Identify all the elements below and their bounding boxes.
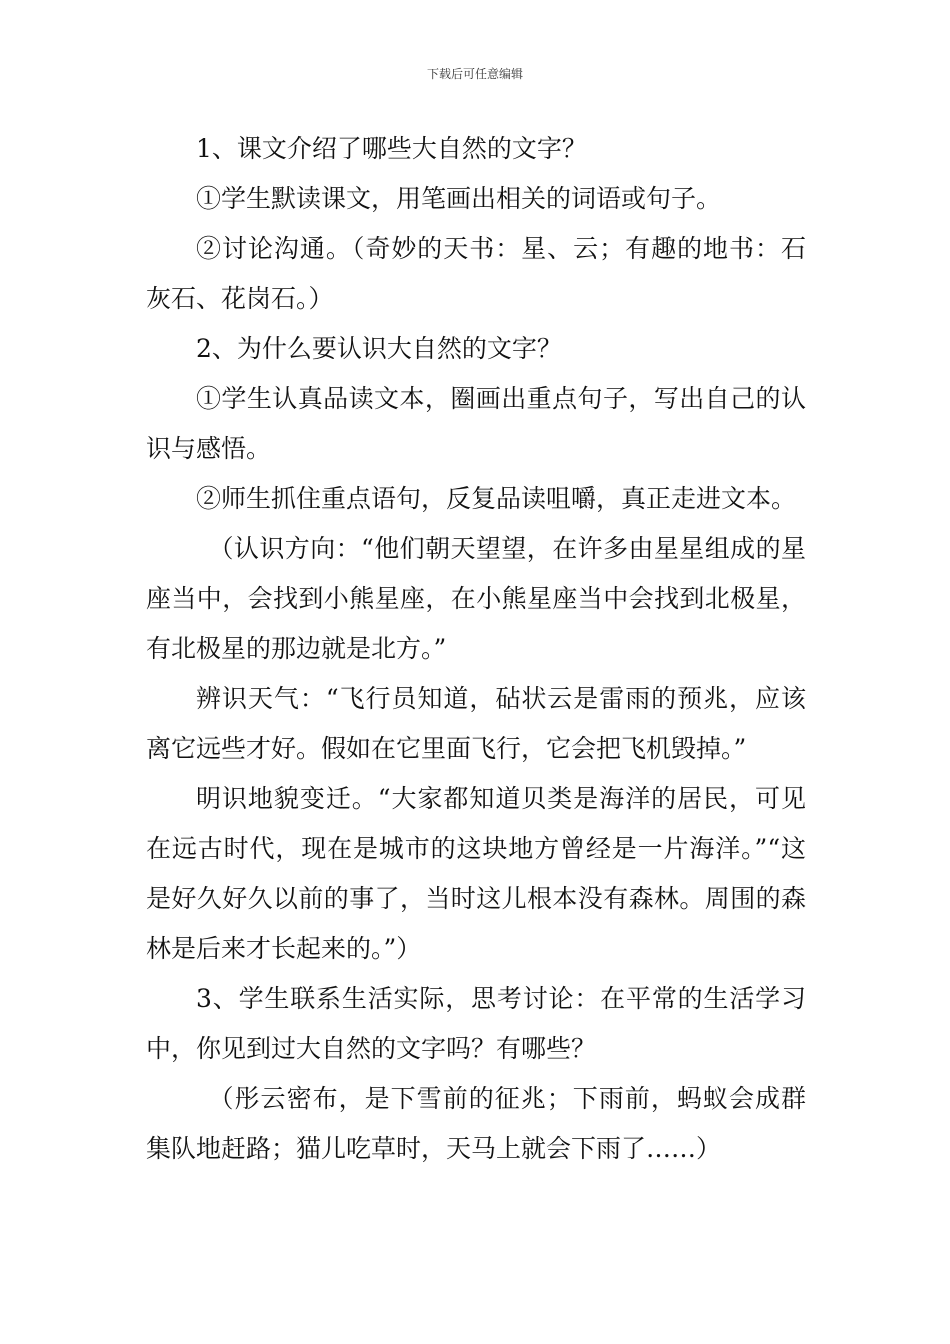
step-1-discuss: ②讨论沟通。（奇妙的天书：星、云；有趣的地书：石灰石、花岗石。） xyxy=(146,234,806,313)
example-weather: 辨识天气：“飞行员知道，砧状云是雷雨的预兆，应该离它远些才好。假如在它里面飞行，它会把飞机毁掉。” xyxy=(146,684,806,763)
question-1: 1、课文介绍了哪些大自然的文字？ xyxy=(196,134,587,163)
page-header-note: 下载后可任意编辑 xyxy=(426,67,523,81)
example-direction: （认识方向：“他们朝天望望，在许多由星星组成的星座当中，会找到小熊星座，在小熊星座当中会找到北极星，有北极星的那边就是北方。” xyxy=(146,534,806,663)
answer-3-examples: （彤云密布，是下雪前的征兆；下雨前，蚂蚁会成群集队地赶路；猫儿吃草时，天马上就会下雨了……） xyxy=(146,1084,806,1163)
document-body xyxy=(146,124,806,1174)
question-2: 2、为什么要认识大自然的文字？ xyxy=(196,334,562,363)
step-2-read: ①学生认真品读文本，圈画出重点句子，写出自己的认识与感悟。 xyxy=(146,384,806,463)
question-3: 3、学生联系生活实际，思考讨论：在平常的生活学习中，你见到过大自然的文字吗？有哪些？ xyxy=(146,984,806,1063)
step-2-discuss: ②师生抓住重点语句，反复品读咀嚼，真正走进文本。 xyxy=(196,484,797,513)
step-1-read: ①学生默读课文，用笔画出相关的词语或句子。 xyxy=(196,184,722,213)
example-landform: 明识地貌变迁。“大家都知道贝类是海洋的居民，可见在远古时代，现在是城市的这块地方曾经是一片海洋。”“这是好久好久以前的事了，当时这儿根本没有森林。周围的森林是后来才长起来的。”） xyxy=(146,784,806,963)
